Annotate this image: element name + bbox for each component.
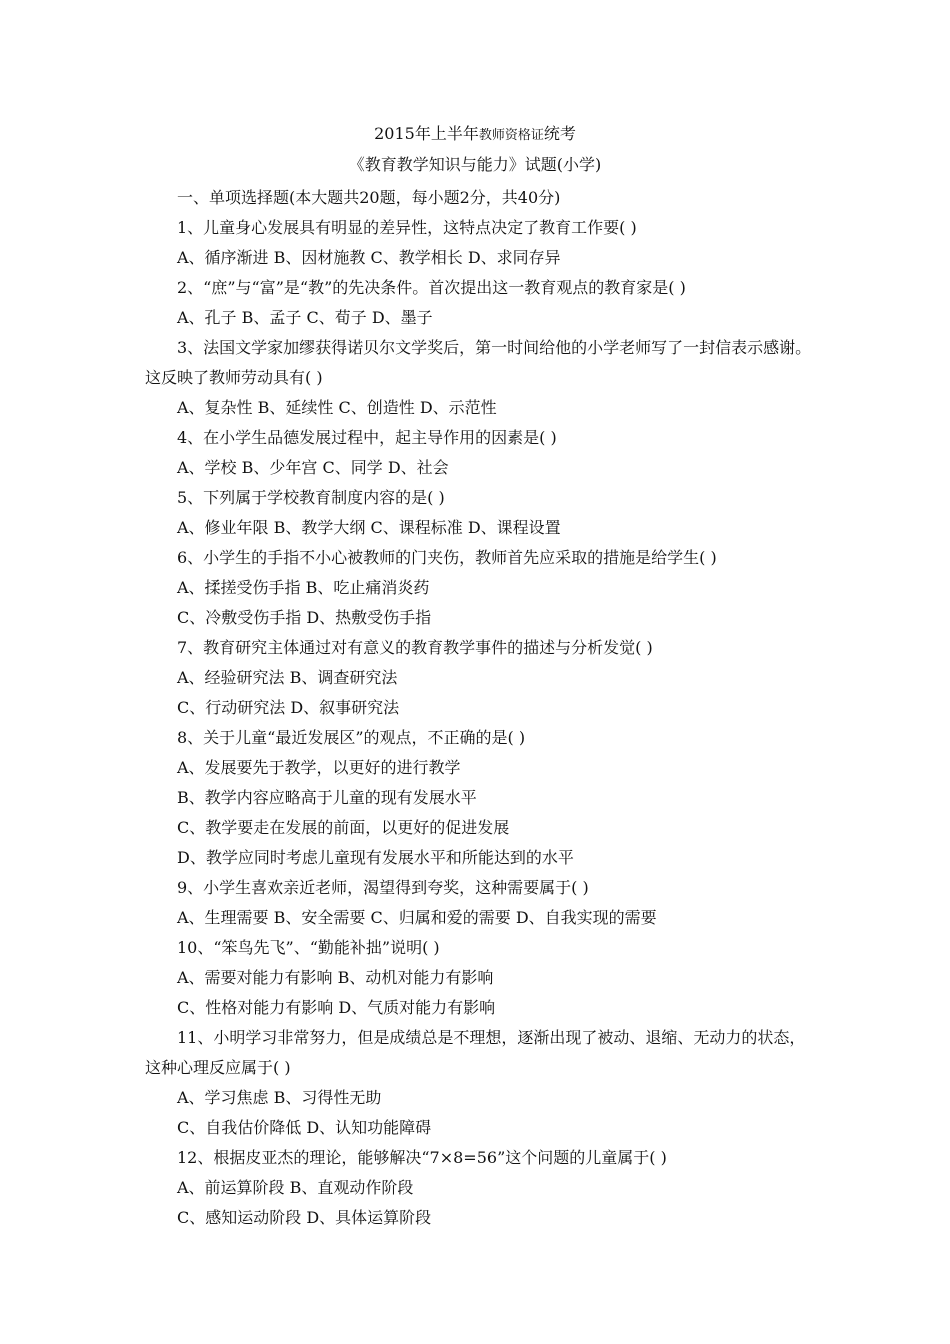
options-6-cd: C、冷敷受伤手指 D、热敷受伤手指 — [177, 608, 432, 627]
question-5: 5、下列属于学校教育制度内容的是( ) — [177, 488, 445, 507]
option-8-c: C、教学要走在发展的前面，以更好的促进发展 — [177, 818, 510, 837]
question-1: 1、儿童身心发展具有明显的差异性，这特点决定了教育工作要( ) — [177, 218, 637, 237]
exam-subtitle: 《教育教学知识与能力》试题(小学) — [348, 155, 602, 174]
options-12-cd: C、感知运动阶段 D、具体运算阶段 — [177, 1208, 432, 1227]
exam-title — [0, 124, 950, 146]
options-2: A、孔子 B、孟子 C、荀子 D、墨子 — [177, 308, 433, 327]
options-1: A、循序渐进 B、因材施教 C、教学相长 D、求同存异 — [177, 248, 561, 267]
option-8-b: B、教学内容应略高于儿童的现有发展水平 — [177, 788, 477, 807]
question-9: 9、小学生喜欢亲近老师，渴望得到夸奖，这种需要属于( ) — [177, 878, 589, 897]
options-7-cd: C、行动研究法 D、叙事研究法 — [177, 698, 400, 717]
question-12: 12、根据皮亚杰的理论，能够解决“7×8=56”这个问题的儿童属于( ) — [177, 1148, 667, 1167]
option-8-d: D、教学应同时考虑儿童现有发展水平和所能达到的水平 — [177, 848, 574, 867]
question-4: 4、在小学生品德发展过程中，起主导作用的因素是( ) — [177, 428, 557, 447]
question-2: 2、“庶”与“富”是“教”的先决条件。首次提出这一教育观点的教育家是( ) — [177, 278, 686, 297]
options-3: A、复杂性 B、延续性 C、创造性 D、示范性 — [177, 398, 497, 417]
options-10-ab: A、需要对能力有影响 B、动机对能力有影响 — [177, 968, 494, 987]
exam-title-suffix: 统考 — [543, 124, 576, 143]
question-11: 11、小明学习非常努力，但是成绩总是不理想，逐渐出现了被动、退缩、无动力的状态，这种心理反应属于( ) — [145, 1028, 806, 1077]
question-6: 6、小学生的手指不小心被教师的门夹伤，教师首先应采取的措施是给学生( ) — [177, 548, 717, 567]
options-6-ab: A、揉搓受伤手指 B、吃止痛消炎药 — [177, 578, 430, 597]
question-3: 3、法国文学家加缪获得诺贝尔文学奖后，第一时间给他的小学老师写了一封信表示感谢。这反映了教师劳动具有( ) — [145, 338, 812, 387]
exam-title-small: 教师资格证 — [478, 128, 544, 143]
section-heading: 一、单项选择题(本大题共20题，每小题2分，共40分) — [177, 188, 561, 207]
options-9: A、生理需要 B、安全需要 C、归属和爱的需要 D、自我实现的需要 — [177, 908, 657, 927]
question-8: 8、关于儿童“最近发展区”的观点，不正确的是( ) — [177, 728, 526, 747]
options-5: A、修业年限 B、教学大纲 C、课程标准 D、课程设置 — [177, 518, 561, 537]
options-7-ab: A、经验研究法 B、调查研究法 — [177, 668, 398, 687]
options-4: A、学校 B、少年宫 C、同学 D、社会 — [177, 458, 449, 477]
options-11-ab: A、学习焦虑 B、习得性无助 — [177, 1088, 382, 1107]
question-10: 10、“笨鸟先飞”、“勤能补拙”说明( ) — [177, 938, 440, 957]
question-7: 7、教育研究主体通过对有意义的教育教学事件的描述与分析发觉( ) — [177, 638, 653, 657]
option-8-a: A、发展要先于教学，以更好的进行教学 — [177, 758, 461, 777]
exam-title-prefix: 2015年上半年 — [374, 124, 479, 143]
exam-body — [145, 183, 815, 1233]
options-10-cd: C、性格对能力有影响 D、气质对能力有影响 — [177, 998, 496, 1017]
options-11-cd: C、自我估价降低 D、认知功能障碍 — [177, 1118, 432, 1137]
options-12-ab: A、前运算阶段 B、直观动作阶段 — [177, 1178, 414, 1197]
